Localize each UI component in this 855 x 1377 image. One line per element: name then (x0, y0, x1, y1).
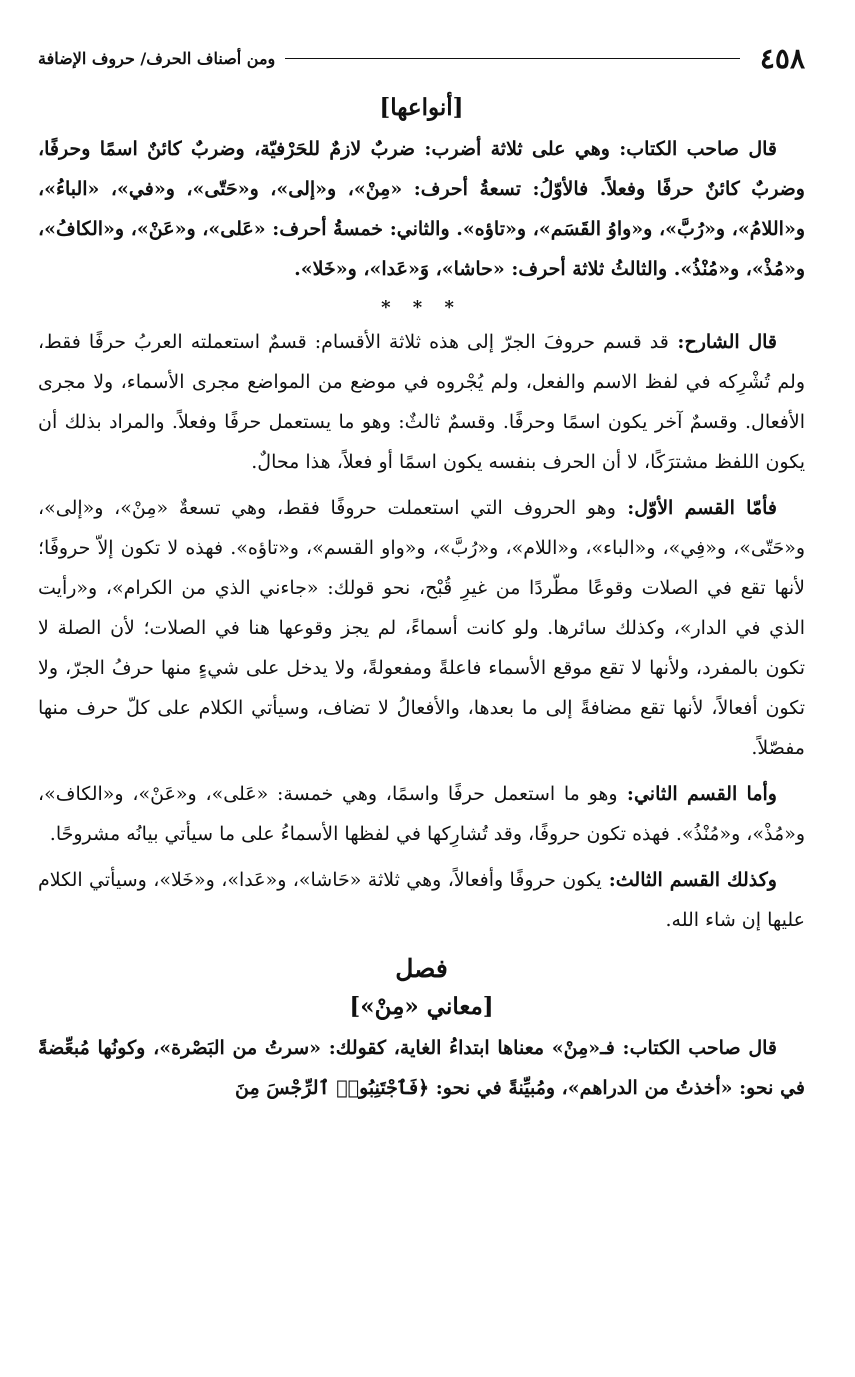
paragraph-third-category (38, 860, 805, 940)
section-subheading-min: [معاني «مِنْ»] (349, 993, 494, 1020)
header-rule (285, 58, 740, 59)
book-page (38, 40, 805, 1114)
paragraph-lead: قال صاحب الكتاب: (614, 1037, 777, 1059)
section-divider-stars: * * * (381, 297, 462, 318)
paragraph-text: وهي على ثلاثة أضرب: ضربٌ لازمٌ للحَرْفيّة، وضربٌ كائنٌ اسمًا وحرفًا، وضربٌ كائنٌ حرفًا وفعلاً. فالأوّلُ: تسعةُ أحرف: «مِنْ»، و«إلى»، و«حَتّى»، و«في»، «الباءُ»، و«اللامُ»، و«رُبَّ»، و«واوُ القَسَم»، و«تاؤه». والثاني: خمسةُ أحرف: «عَلى»، و«عَنْ»، و«الكافُ»، و«مُذْ»، و«مُنْذُ». والثالثُ ثلاثة أحرف: «حاشا»، وَ«عَدا»، و«خَلا». (38, 138, 805, 280)
paragraph-author-text (38, 129, 805, 289)
paragraph-text: وهو الحروف التي استعملت حروفًا فقط، وهي تسعةٌ «مِنْ»، و«إلى»، و«حَتّى»، و«فِي»، و«الباء»، و«اللام»، و«رُبَّ»، و«واو القسم»، و«تاؤه». فهذه لا تكون إلاّ حروفًا؛ لأنها تقع في الصلات وقوعًا مطّردًا من غيرِ قُبْح، نحو قولك: «جاءني الذي من الكرام»، و«رأيت الذي في الدار»، وكذلك سائرها. ولو كانت أسماءً، لم يجز وقوعها هنا في الصلات؛ لأن الصلة لا تكون بالمفرد، ولأنها لا تقع موقع الأسماء فاعلةً ومفعولةً، ولا يدخل على شيءٍ منها حرفُ الجرّ، ولا تكون أفعالاً، لأنها تقع مضافةً إلى ما بعدها، والأفعالُ لا تضاف، وسيأتي الكلام على كلّ حرف منها مفصّلاً. (38, 497, 805, 759)
paragraph-first-category (38, 488, 805, 768)
paragraph-text: قد قسم حروفَ الجرّ إلى هذه ثلاثة الأقسام: قسمٌ استعملته العربُ حرفًا فقط، ولم تُشْرِكه في لفظ الاسم والفعل، ولم يُجْروه في موضع من المواضع مجرى الأسماء، ولا مجرى الأفعال. وقسمٌ آخر يكون اسمًا وحرفًا. وقسمٌ ثالثٌ: وهو ما يستعمل حرفًا وفعلاً. والمراد بذلك أن يكون اللفظ مشترَكًا، لا أن الحرف بنفسه يكون اسمًا أو فعلاً، هذا محالٌ. (38, 331, 805, 473)
page-header (38, 40, 805, 76)
paragraph-lead: قال صاحب الكتاب: (609, 138, 777, 160)
section-heading-fasl: فصل (395, 954, 448, 983)
section-heading-types: [أنواعها] (379, 94, 464, 121)
paragraph-text: فـ«مِنْ» معناها ابتداءُ الغاية، كقولك: «سرتُ من البَصْرة»، وكونُها مُبعِّضةً في نحو: «أخذتُ من الدراهم»، ومُبيِّنةً في نحو: ﴿فَٱجْتَنِبُوا۟ ٱلرِّجْسَ مِنَ (38, 1037, 805, 1099)
paragraph-lead: قال الشارح: (668, 331, 777, 353)
paragraph-text: يكون حروفًا وأفعالاً، وهي ثلاثة «حَاشا»، و«عَدا»، و«خَلا»، وسيأتي الكلام عليها إن شاء الله. (38, 869, 805, 931)
paragraph-second-category (38, 774, 805, 854)
paragraph-lead: وكذلك القسم الثالث: (601, 869, 777, 891)
paragraph-text: وهو ما استعمل حرفًا واسمًا، وهي خمسة: «عَلى»، و«عَنْ»، و«الكاف»، و«مُذْ»، و«مُنْذُ». فهذه تكون حروفًا، وقد تُشارِكها في لفظها الأسماءُ على ما سيأتي بيانُه مشروحًا. (38, 783, 805, 845)
paragraph-lead: وأما القسم الثاني: (617, 783, 777, 805)
paragraph-lead: فأمّا القسم الأوّل: (615, 497, 777, 519)
paragraph-author-text-min (38, 1028, 805, 1108)
page-number: ٤٥٨ (759, 41, 805, 75)
paragraph-commentary (38, 322, 805, 482)
running-title: ومن أصناف الحرف/ حروف الإضافة (38, 48, 276, 68)
